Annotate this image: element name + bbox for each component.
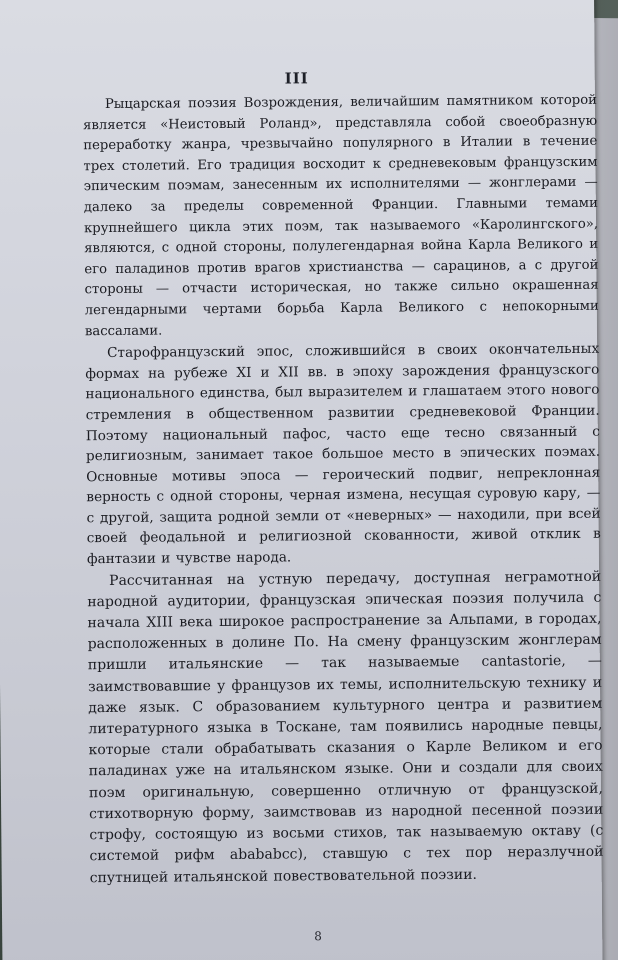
paragraph-2: Старофранцузский эпос, сложившийся в своих окончательных формах на рубеже XI и XII вв. в эпоху зарождения французского национального единства, был выразителем и глашатаем этого нового стремления в общественном развитии средневековой Франции. Поэтому национальный пафос, часто еще тесно связанный с религиозным, занимает такое большое место в эпических поэмах. Основные мотивы эпоса — героический подвиг, непреклонная верность с одной стороны, черная измена, несущая суровую кару, — с другой, защита родной земли от «неверных» — находили, при всей своей феодальной и религиозной скованности, живой отклик в фантазии и чувстве народа. <box>85 340 601 568</box>
paragraph-3: Рассчитанная на устную передачу, доступная неграмотной народной аудитории, французская эпическая поэзия получила с начала XIII века широкое распространение за Альпами, в городах, расположенных в долине По. На смену французским жонглерам пришли итальянские — так называемые cantastorie, — заимствовавшие у французов их темы, исполнительскую технику и даже язык. С образованием культурного центра и развитием литературного языка в Тоскане, там появились народные певцы, которые стали обрабатывать сказания о Карле Великом и его паладинах уже на итальянском языке. Они и создали для своих поэм оригинальную, совершенно отличную от французской, стихотворную форму, заимствовав из народной песенной поэзии строфу, состоящую из восьми стихов, так называемую октаву (с системой рифм abababcc), ставшую с тех пор неразлучной спутницей итальянской повествовательной поэзии. <box>87 568 604 886</box>
body-text <box>83 91 604 889</box>
page-number: 8 <box>314 929 322 944</box>
section-heading: III <box>284 69 309 88</box>
paragraph-1: Рыцарская поэзия Возрождения, величайшим памятником которой является «Неистовый Роланд», представляла собой своеобразную переработку жанра, чрезвычайно популярного в Италии в течение трех столетий. Его традиция восходит к средневековым французским эпическим поэмам, занесенным их исполнителями — жонглерами — далеко за пределы современной Франции. Главными темами крупнейшего цикла этих поэм, так называемого «Каролингского», являются, с одной стороны, полулегендарная война Карла Великого и его паладинов против врагов христианства — сарацинов, а с другой стороны — отчасти историческая, но также сильно окрашенная легендарными чертами борьба Карла Великого с непокорными вассалами. <box>83 92 599 339</box>
